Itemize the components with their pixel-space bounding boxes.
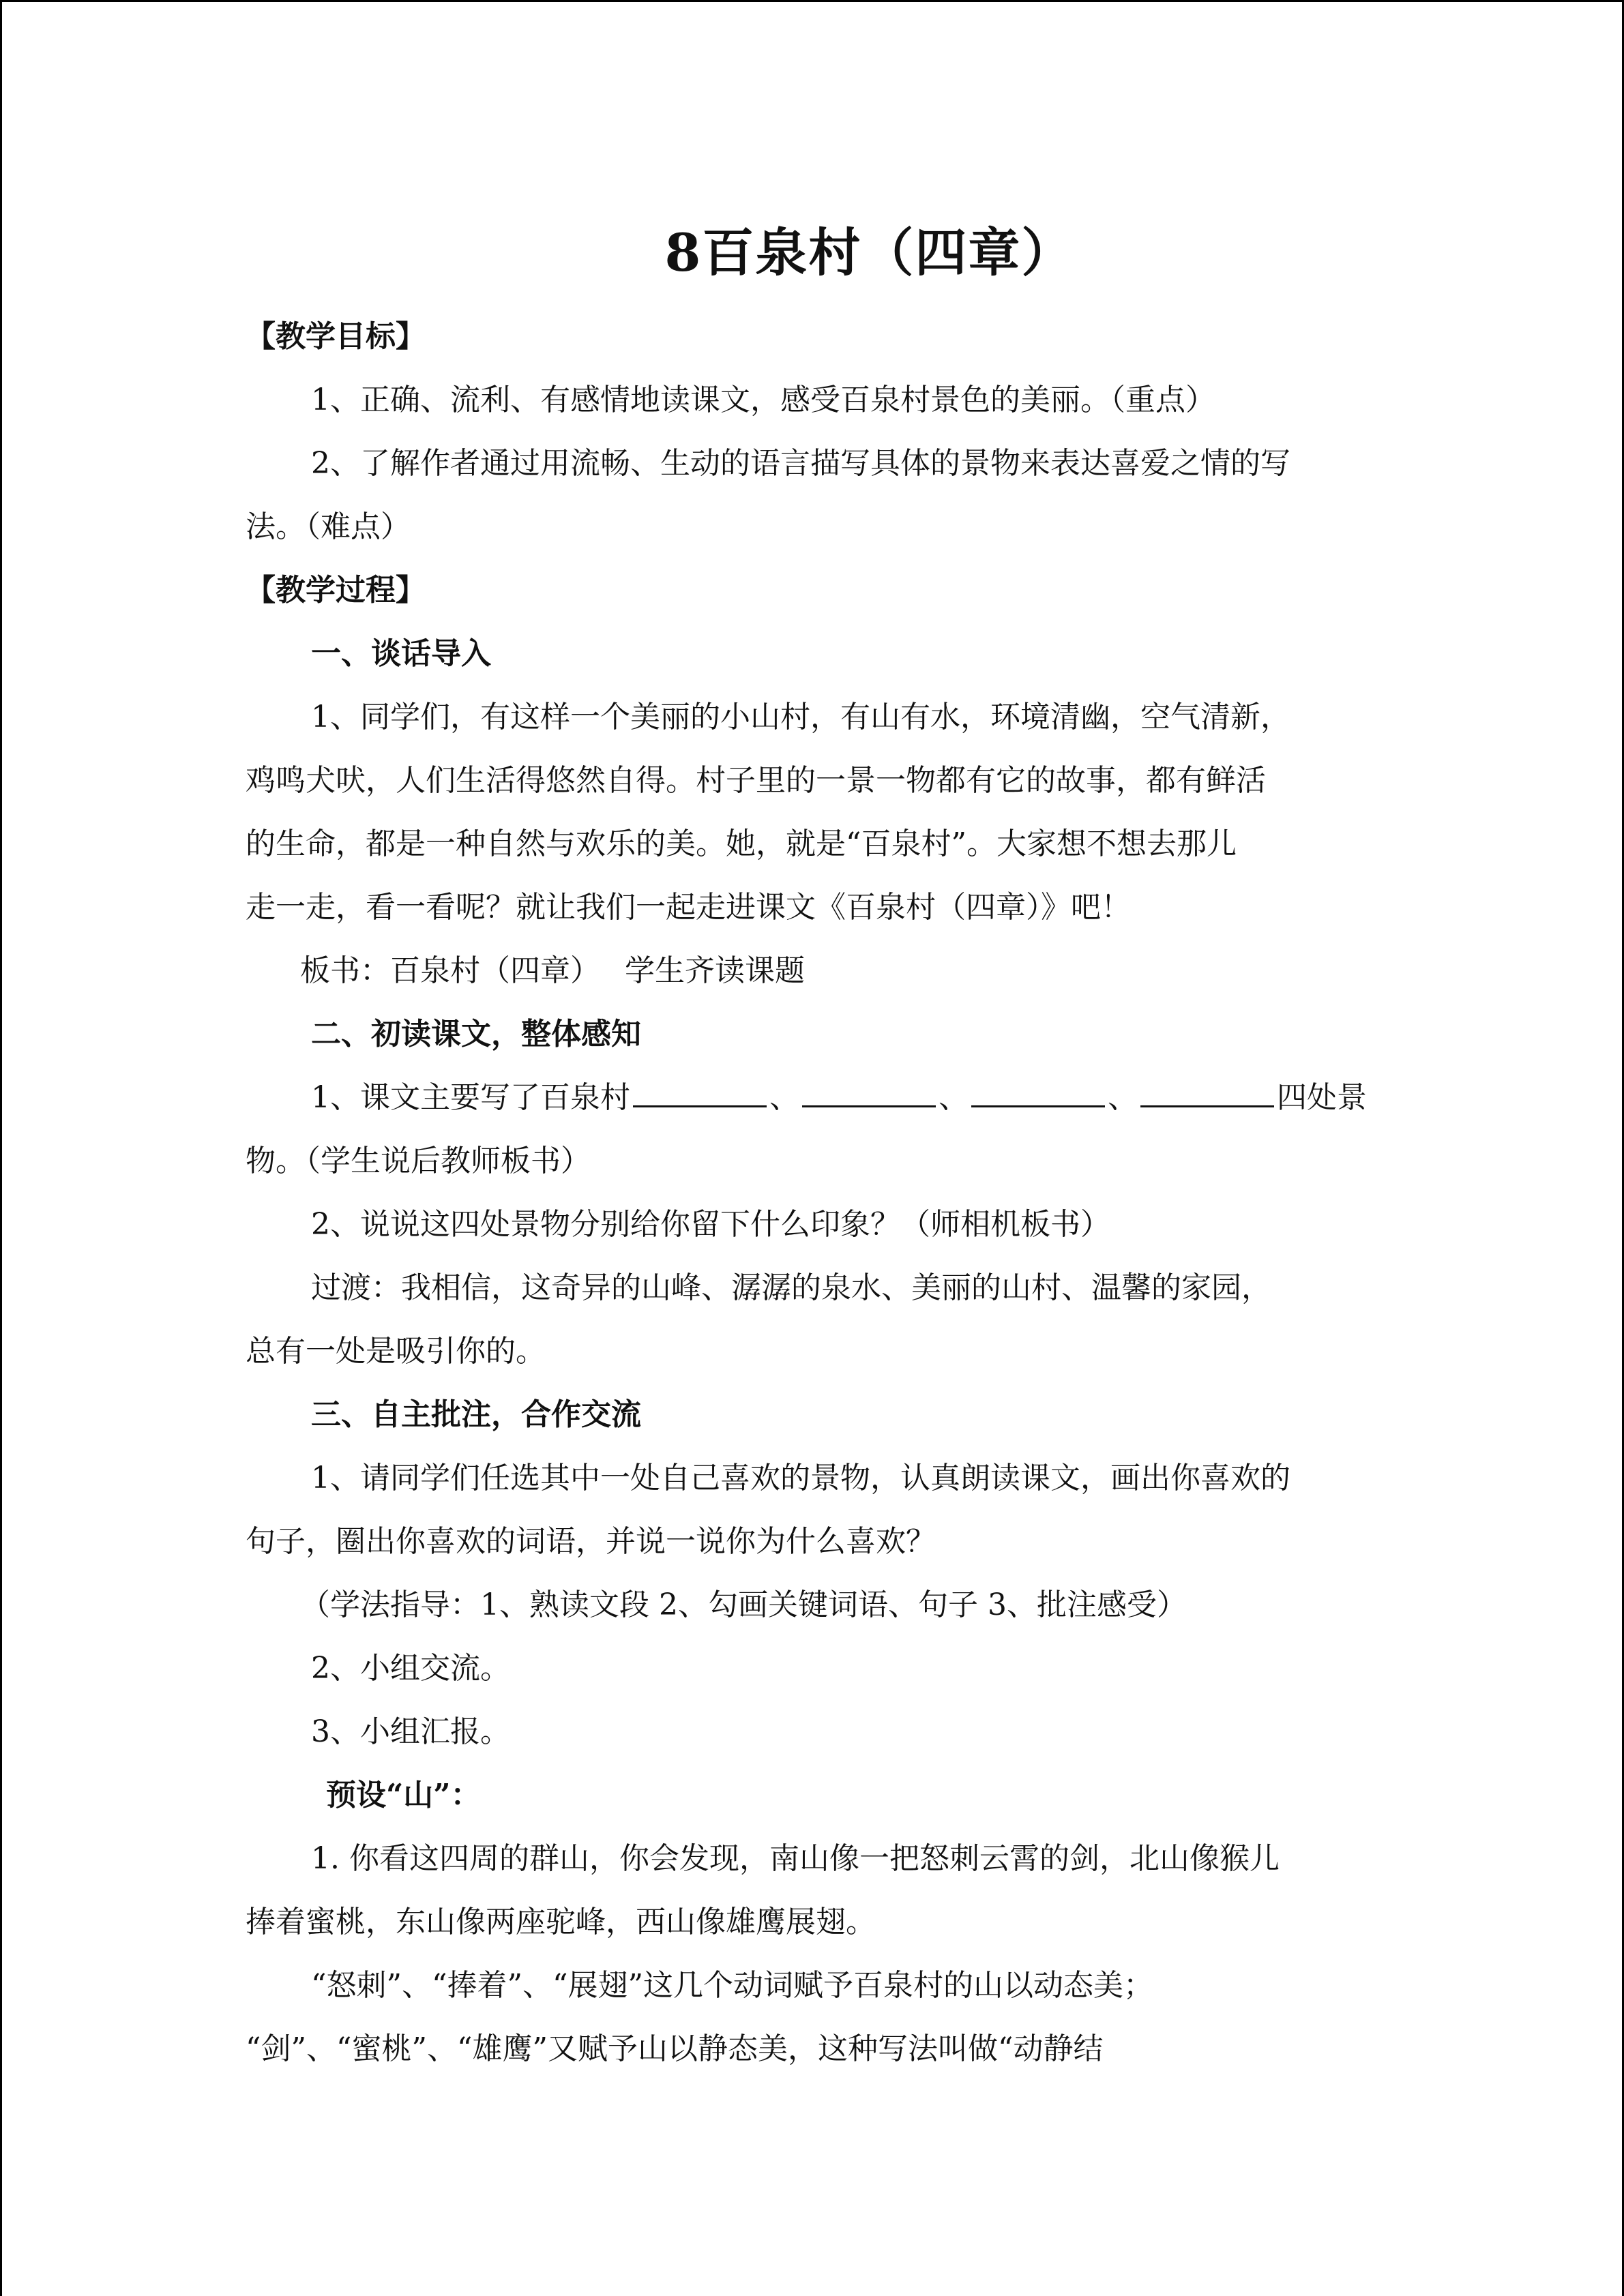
goal-2-line-2: 法。（难点）: [246, 509, 411, 544]
section-2-question-1-line-2: 物。（学生说后教师板书）: [246, 1144, 591, 1178]
question-1-suffix: 四处景: [1277, 1080, 1367, 1115]
page-border-top: [0, 0, 1624, 2]
preset-paragraph-2-line-2: “剑”、“蜜桃”、“雄鹰”又赋予山以静态美，这种写法叫做“动静结: [246, 2031, 1104, 2066]
fill-blank-4[interactable]: [1140, 1078, 1274, 1107]
section-1-paragraph-line-3: 的生命，都是一种自然与欢乐的美。她，就是“百泉村”。大家想不想去那儿: [246, 826, 1237, 861]
transition-line-1: 过渡：我相信，这奇异的山峰、潺潺的泉水、美丽的山村、温馨的家园，: [311, 1270, 1271, 1305]
document-page: [246, 211, 1385, 2081]
page-title: 8百泉村（四章）: [664, 222, 1075, 283]
section-3-paragraph-line-2: 句子，圈出你喜欢的词语，并说一说你为什么喜欢？: [246, 1524, 936, 1559]
preset-heading: 预设“山”：: [326, 1778, 481, 1813]
section-1-paragraph-line-1: 1、同学们，有这样一个美丽的小山村，有山有水，环境清幽，空气清新，: [311, 700, 1290, 734]
preset-paragraph-1-line-2: 捧着蜜桃，东山像两座驼峰，西山像雄鹰展翅。: [246, 1905, 876, 1939]
blank-separator: 、: [769, 1080, 799, 1115]
section-3-step-3: 3、小组汇报。: [311, 1714, 510, 1749]
transition-line-2: 总有一处是吸引你的。: [246, 1334, 546, 1369]
section-1-heading: 一、谈话导入: [311, 636, 491, 671]
fill-blank-3[interactable]: [971, 1078, 1105, 1107]
fill-blank-2[interactable]: [802, 1078, 936, 1107]
question-1-prefix: 1、课文主要写了百泉村: [311, 1080, 630, 1115]
section-3-heading: 三、自主批注，合作交流: [311, 1397, 641, 1432]
process-heading: 【教学过程】: [246, 573, 426, 608]
page-border-left: [0, 0, 2, 2296]
goal-1: 1、正确、流利、有感情地读课文，感受百泉村景色的美丽。（重点）: [311, 383, 1215, 417]
section-3-step-2: 2、小组交流。: [311, 1651, 510, 1686]
section-2-question-1: [246, 1066, 1385, 1129]
goal-2-line-1: 2、了解作者通过用流畅、生动的语言描写具体的景物来表达喜爱之情的写: [311, 446, 1290, 481]
preset-paragraph-1-line-1: 1. 你看这四周的群山，你会发现，南山像一把怒刺云霄的剑，北山像猴儿: [311, 1841, 1280, 1876]
section-1-paragraph-line-2: 鸡鸣犬吠，人们生活得悠然自得。村子里的一景一物都有它的故事，都有鲜活: [246, 763, 1266, 798]
preset-paragraph-2-line-1: “怒刺”、“捧着”、“展翅”这几个动词赋予百泉村的山以动态美；: [311, 1968, 1153, 2003]
section-1-paragraph-line-4: 走一走，看一看呢？就让我们一起走进课文《百泉村（四章）》吧！: [246, 890, 1131, 925]
board-note: 板书：百泉村（四章） 学生齐读课题: [300, 953, 805, 988]
goals-heading: 【教学目标】: [246, 319, 426, 354]
fill-blank-1[interactable]: [633, 1078, 767, 1107]
section-2-question-2: 2、说说这四处景物分别给你留下什么印象？（师相机板书）: [311, 1207, 1110, 1242]
section-3-paragraph-line-1: 1、请同学们任选其中一处自己喜欢的景物，认真朗读课文，画出你喜欢的: [311, 1461, 1290, 1495]
study-method-note: （学法指导：1、熟读文段 2、勾画关键词语、句子 3、批注感受）: [300, 1587, 1187, 1622]
blank-separator: 、: [1108, 1080, 1138, 1115]
blank-separator: 、: [939, 1080, 969, 1115]
section-2-heading: 二、初读课文，整体感知: [311, 1017, 641, 1052]
